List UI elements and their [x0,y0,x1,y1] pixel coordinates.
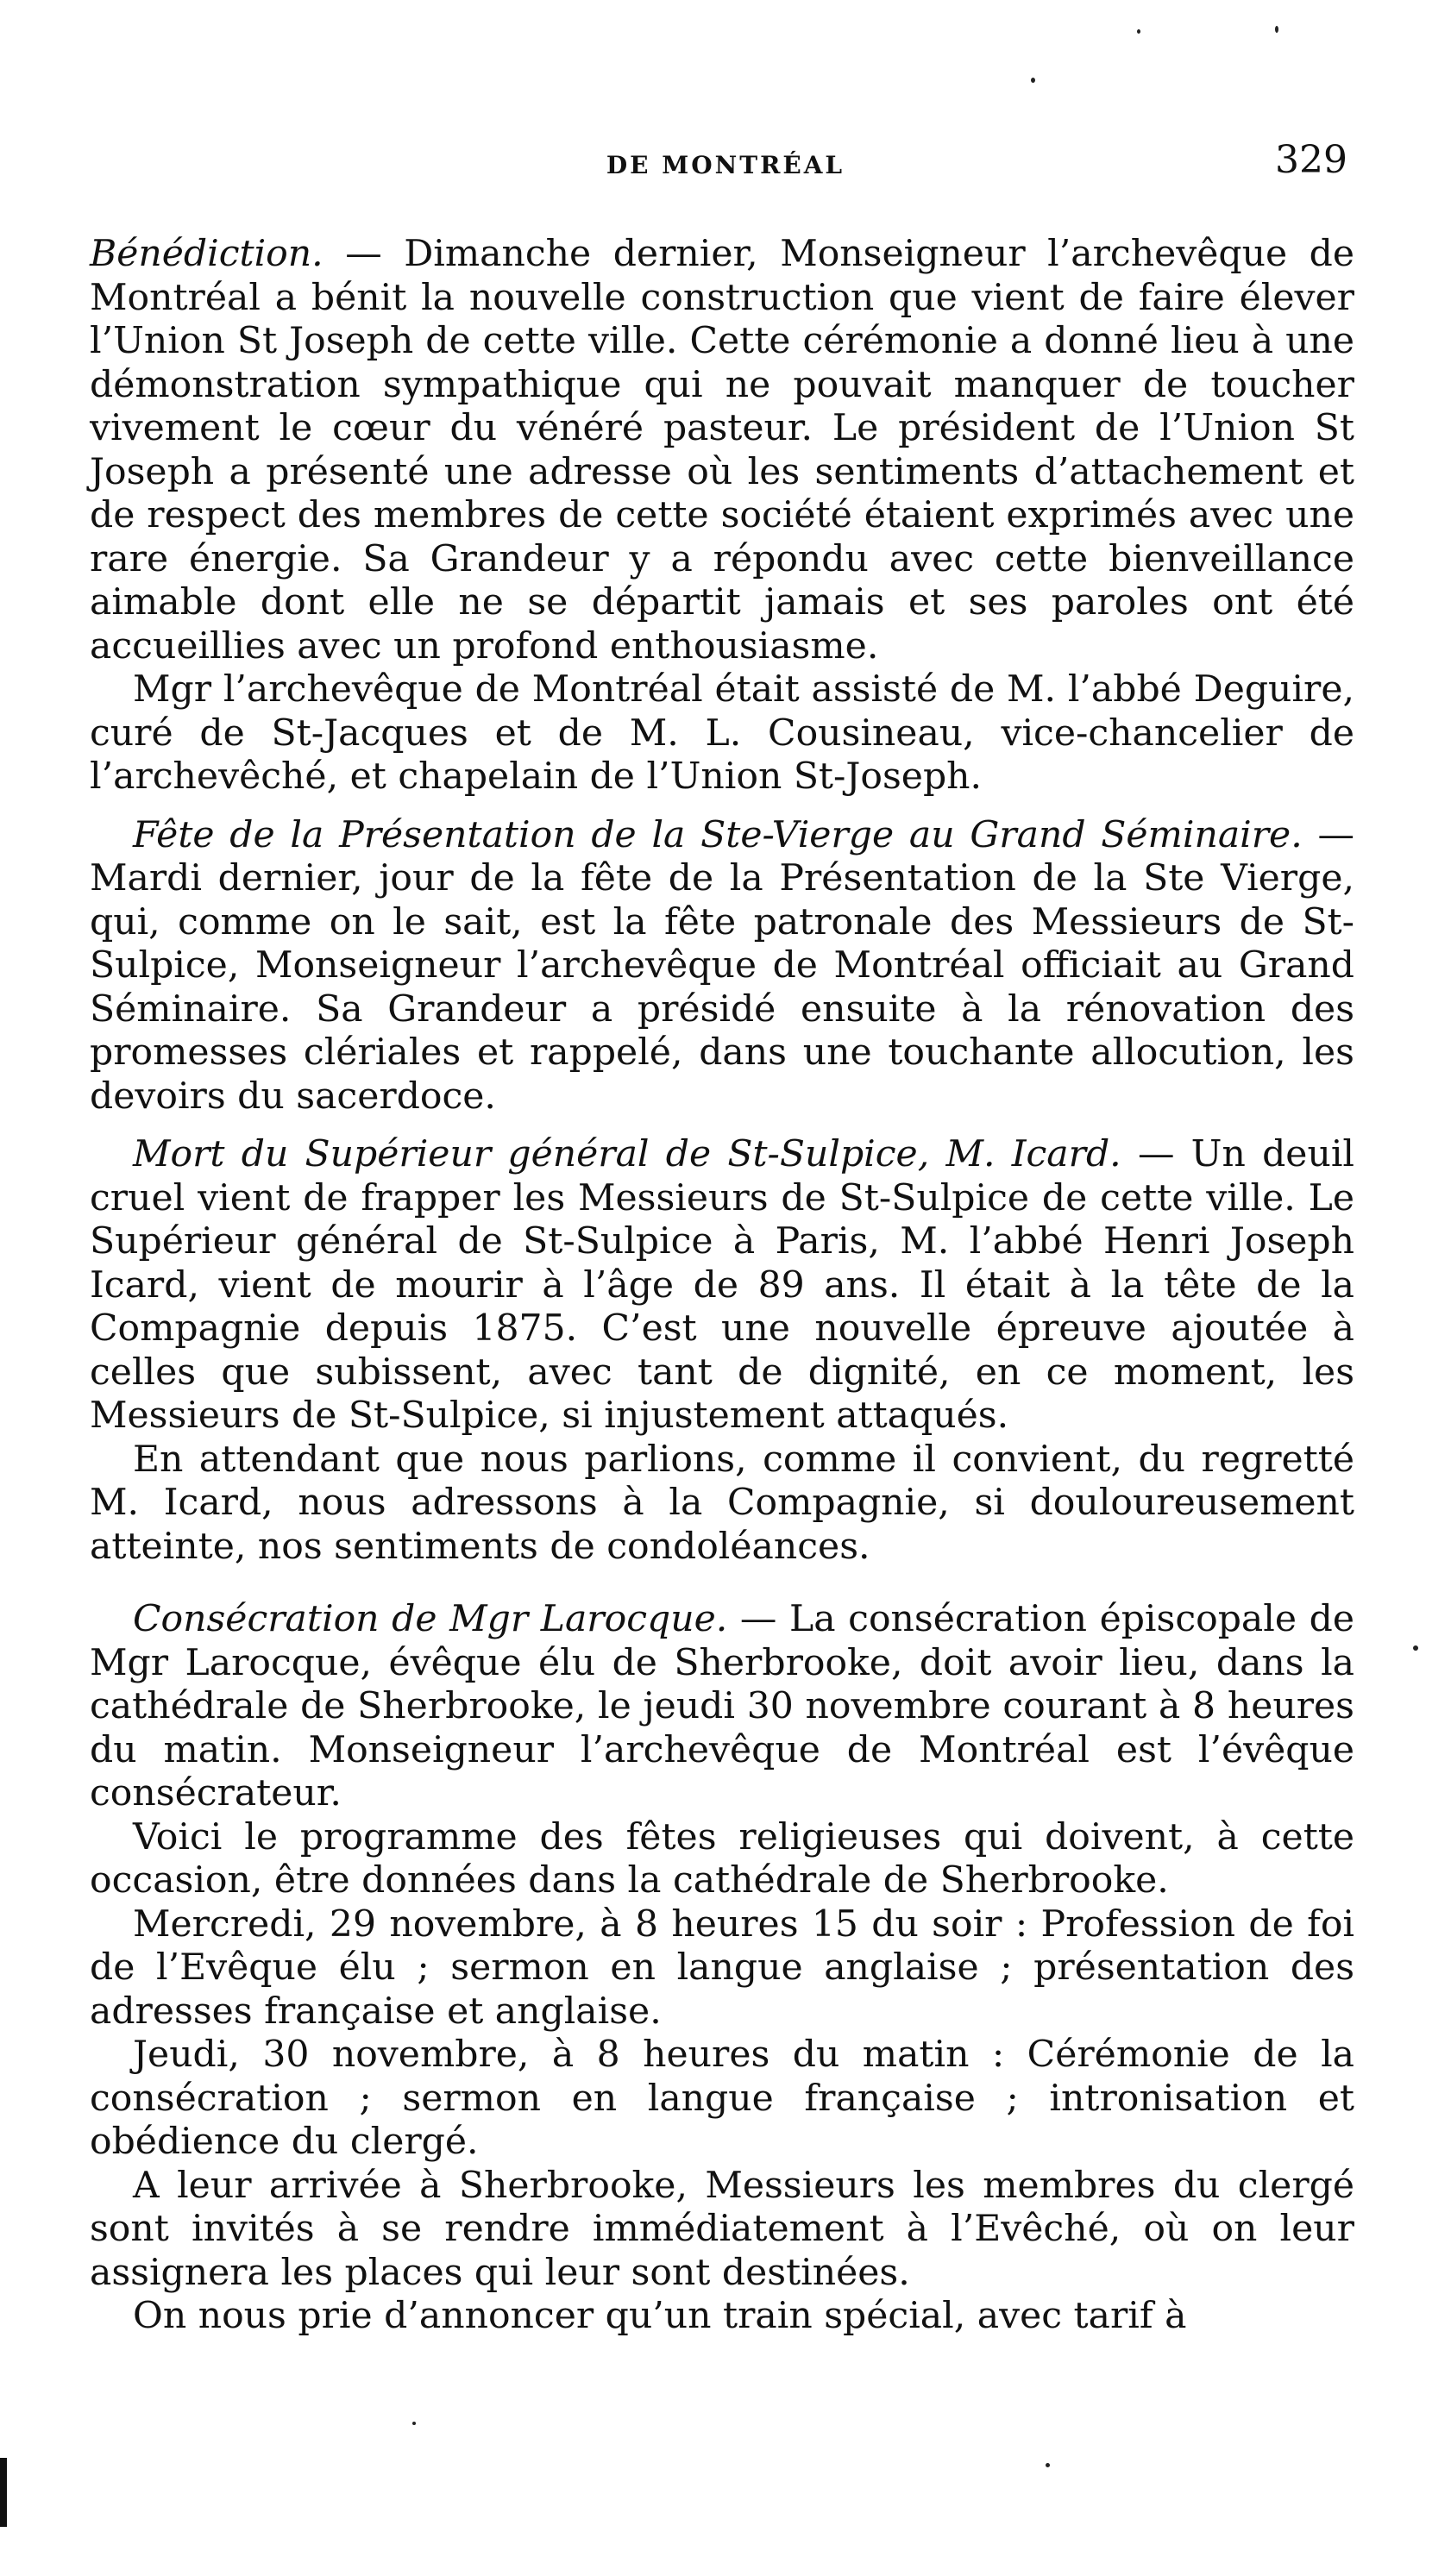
article-text: — La consécration épiscopale de Mgr Larocque, évêque élu de Sherbrooke, doit avoir lieu, dans la cathédrale de Sherbrooke, le jeudi 30 novembre courant à 8 heures du matin. Monseigneur l’archevêque de Montréal est l’évêque consécrateur. [90,1598,1354,1814]
page-number: 329 [1275,138,1347,182]
article-heading: Bénédiction. [90,233,323,275]
article-paragraph: Mercredi, 29 novembre, à 8 heures 15 du soir : Profession de foi de l’Evêque élu ; sermon en langue anglaise ; présentation des adresses française et anglaise. [90,1902,1354,2033]
article-paragraph: Jeudi, 30 novembre, à 8 heures du matin : Cérémonie de la consécration ; sermon en langue française ; intronisation et obédience du clergé. [90,2034,1354,2163]
article-heading: Fête de la Présentation de la Ste-Vierge au Grand Séminaire. [133,813,1303,856]
article-paragraph: On nous prie d’annoncer qu’un train spécial, avec tarif à [133,2295,1187,2337]
article-paragraph [90,233,1354,668]
scan-speck [1046,2463,1050,2467]
scan-edge-mark [0,2458,7,2527]
article-heading: Mort du Supérieur général de St-Sulpice, M. Icard. [133,1133,1121,1175]
scan-speck [1413,1645,1418,1651]
article-paragraph [90,1598,1354,1816]
article-text: — Mardi dernier, jour de la fête de la Présentation de la Ste Vierge, qui, comme on le sait, est la fête patronale des Messieurs de St-Sulpice, Monseigneur l’archevêque de Montréal officiait au Grand Séminaire. Sa Grandeur a présidé ensuite à la rénovation des promesses clériales et rappelé, dans une touchante allocution, les devoirs du sacerdoce. [90,813,1354,1118]
article-paragraph: Voici le programme des fêtes religieuses qui doivent, à cette occasion, être données dans la cathédrale de Sherbrooke. [90,1815,1354,1902]
article-paragraph: A leur arrivée à Sherbrooke, Messieurs les membres du clergé sont invités à se rendre immédiatement à l’Evêché, où on leur assignera les places qui leur sont destinées. [90,2164,1354,2294]
running-head: DE MONTRÉAL [606,151,845,179]
scan-speck [1137,29,1140,34]
article-heading: Consécration de Mgr Larocque. [133,1598,728,1640]
article-text: — Un deuil cruel vient de frapper les Messieurs de St-Sulpice de cette ville. Le Supérieur général de St-Sulpice à Paris, M. l’abbé Henri Joseph Icard, vient de mourir à l’âge de 89 ans. Il était à la tête de la Compagnie depuis 1875. C’est une nouvelle épreuve ajoutée à celles que subissent, avec tant de dignité, en ce moment, les Messieurs de St-Sulpice, si injustement attaqués. [90,1133,1355,1437]
article-paragraph: En attendant que nous parlions, comme il convient, du regretté M. Icard, nous adressons à la Compagnie, si douloureusement atteinte, nos sentiments de condoléances. [90,1438,1354,1568]
scan-speck [1031,78,1035,83]
article-text: — Dimanche dernier, Monseigneur l’archevêque de Montréal a bénit la nouvelle construction que vient de faire élever l’Union St Joseph de cette ville. Cette cérémonie a donné lieu à une démonstration sympathique qui ne pouvait manquer de toucher vivement le cœur du vénéré pasteur. Le président de l’Union St Joseph a présenté une adresse où les sentiments d’attachement et de respect des membres de cette société étaient exprimés avec une rare énergie. Sa Grandeur y a répondu avec cette bienveillance aimable dont elle ne se départit jamais et ses paroles ont été accueillies avec un profond enthousiasme. [90,233,1354,668]
article-paragraph [90,1133,1354,1438]
scan-speck [412,2422,416,2425]
article-paragraph [90,814,1354,1119]
scan-speck [1275,26,1278,33]
page-body [90,233,1354,2339]
article-paragraph: Mgr l’archevêque de Montréal était assisté de M. l’abbé Deguire, curé de St-Jacques et de M. L. Cousineau, vice-chancelier de l’archevêché, et chapelain de l’Union St-Joseph. [90,668,1354,798]
